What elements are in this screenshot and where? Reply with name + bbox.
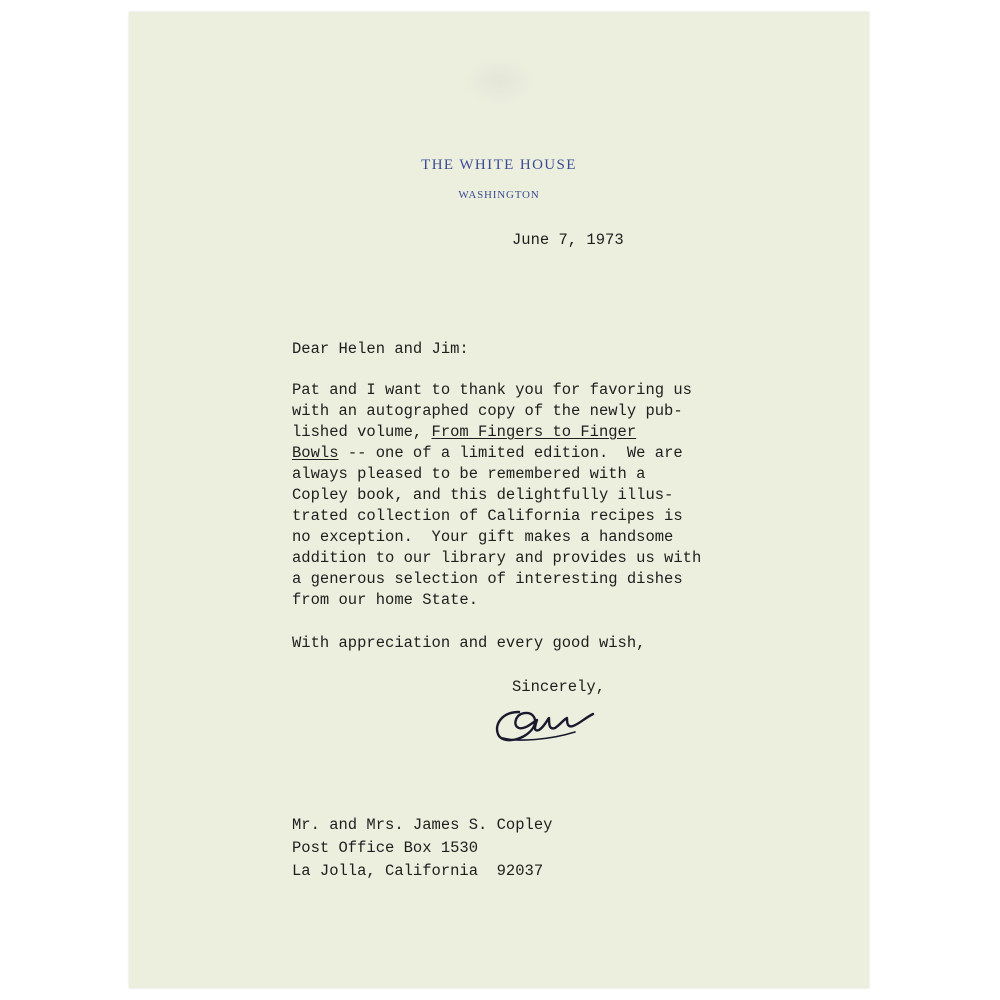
- recipient-address-line-1: Post Office Box 1530: [292, 839, 479, 857]
- letterhead-title: THE WHITE HOUSE: [421, 157, 577, 173]
- recipient-name: Mr. and Mrs. James S. Copley: [292, 816, 553, 834]
- body-line-5: always pleased to be remembered with a: [292, 465, 646, 483]
- book-title-part-1: From Fingers to Finger: [431, 423, 637, 441]
- body-line-2: with an autographed copy of the newly pub-: [292, 402, 683, 420]
- body-line-4: [292, 444, 683, 462]
- signoff: Sincerely,: [512, 678, 606, 696]
- seal-watermark-icon: [462, 56, 536, 106]
- signature-icon: [489, 698, 599, 746]
- body-line-3: [292, 423, 636, 441]
- letterhead-subtitle: WASHINGTON: [458, 189, 540, 201]
- letter-page: [129, 12, 869, 988]
- body-line-1: Pat and I want to thank you for favoring us: [292, 381, 692, 399]
- body-line-7: trated collection of California recipes is: [292, 507, 683, 525]
- salutation: Dear Helen and Jim:: [292, 340, 469, 358]
- body-text: -- one of a limited edition. We are: [338, 444, 683, 462]
- body-line-8: no exception. Your gift makes a handsome: [292, 528, 674, 546]
- letter-date: June 7, 1973: [512, 231, 624, 249]
- recipient-address-line-2: La Jolla, California 92037: [292, 862, 544, 880]
- closing: With appreciation and every good wish,: [292, 634, 646, 652]
- body-line-9: addition to our library and provides us with: [292, 549, 702, 567]
- body-line-10: a generous selection of interesting dishes: [292, 570, 683, 588]
- body-line-6: Copley book, and this delightfully illus-: [292, 486, 674, 504]
- body-text: lished volume,: [292, 423, 432, 441]
- body-line-11: from our home State.: [292, 591, 479, 609]
- book-title-part-2: Bowls: [292, 444, 339, 462]
